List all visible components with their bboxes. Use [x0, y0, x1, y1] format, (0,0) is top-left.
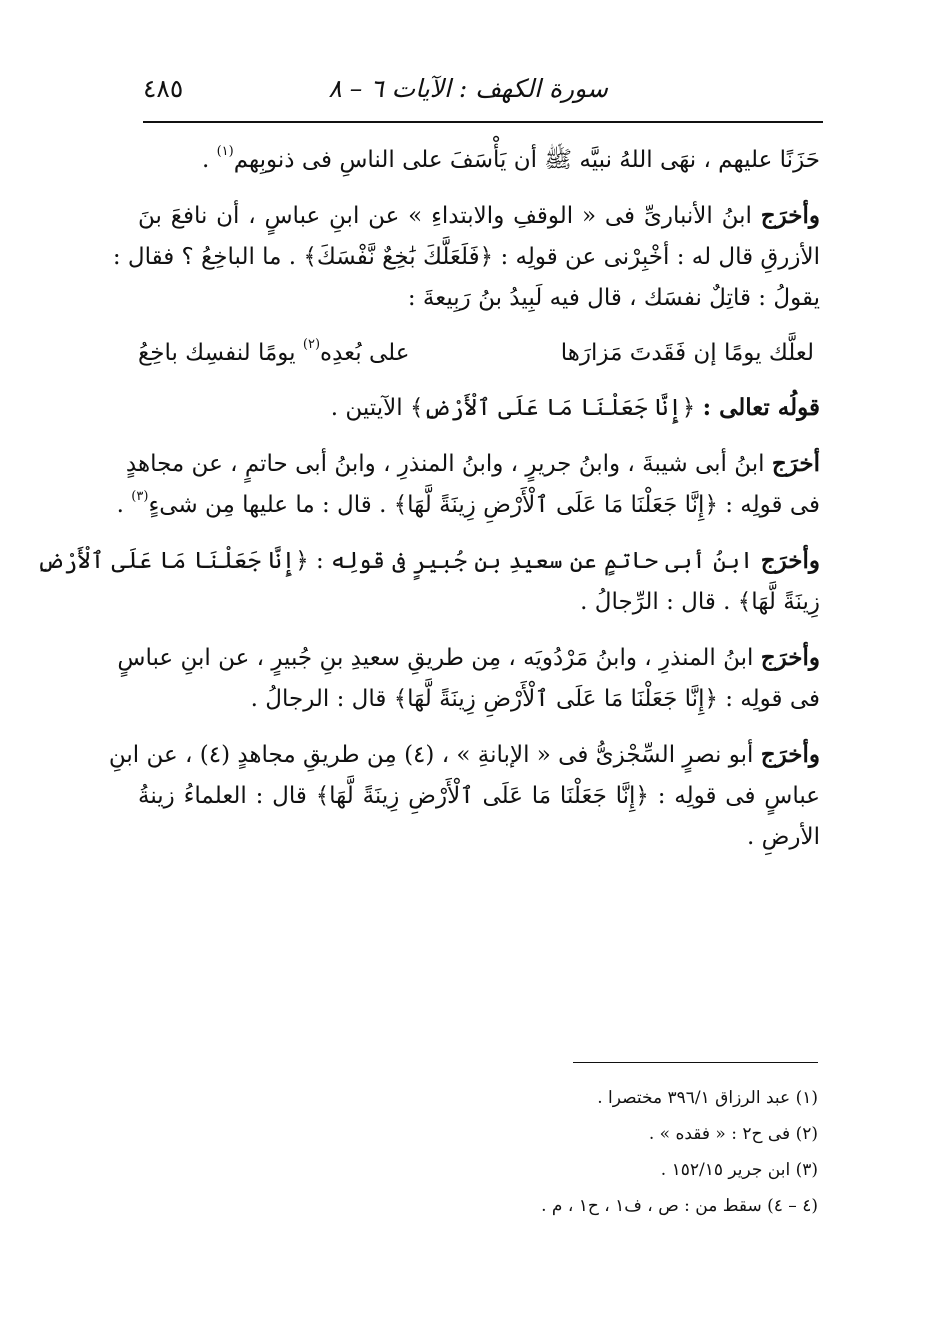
- text-line: [117, 637, 820, 679]
- paragraph-lead: وأخرَج: [760, 741, 820, 768]
- paragraph-lead: وأخرَج: [760, 202, 820, 229]
- poem-first-hemistich: لعلَّك يومًا إن فَقَدتَ مَزارَها: [560, 340, 814, 366]
- footnote-item: (٢) فى ح٢ : « فقده » .: [648, 1124, 818, 1144]
- text-run: ابنُ أبى شيبةَ ، وابنُ جريرٍ ، وابنُ المنذرِ ، وابنُ أبى حاتمٍ ، عن مجاهدٍ: [125, 451, 772, 477]
- paragraph-lead: وأخرَج: [760, 547, 820, 574]
- text-line: الأزرقِ قال له : أخْبِرْنى عن قولِه : ﴿فَلَعَلَّكَ بَٰخِعٌ نَّفْسَكَ﴾ . ما الباخِعُ ؟ فقال :: [112, 244, 820, 270]
- header-divider: [143, 121, 823, 123]
- quran-quote: ﴿إِنَّا جَعَلْنَا مَا عَلَى ٱلْأَرْضِ﴾: [409, 395, 703, 421]
- text-line: زِينَةً لَّهَا﴾ . قال : الرِّجالُ .: [580, 589, 820, 615]
- text-line: [36, 540, 820, 582]
- text-run: فى قولِه : ﴿إِنَّا جَعَلْنَا مَا عَلَى ٱلْأَرْضِ زِينَةً لَّهَا﴾ . قال : ما عليها مِن شىءٍ: [148, 492, 820, 518]
- verse-heading: [138, 387, 820, 429]
- heading-lead: قولُه تعالى :: [702, 394, 820, 421]
- page-header: [143, 68, 823, 116]
- text-run: ابنُ الأنبارىِّ فى « الوقفِ والابتداءِ » عن ابنِ عباسٍ ، أن نافعَ بنَ: [138, 203, 761, 229]
- main-text: [36, 140, 820, 872]
- footnote-divider: [573, 1062, 818, 1063]
- text-run: الآيتين .: [330, 395, 410, 421]
- text-line: يقولُ : قاتِلٌ نفسَك ، قال فيه لَبِيدُ بنُ رَبِيعةَ :: [407, 285, 820, 311]
- footnote-item: (١) عبد الرزاق ٣٩٦/١ مختصرا .: [597, 1088, 818, 1108]
- paragraph-lead: أخرَج: [771, 450, 820, 477]
- text-run: يومًا لنفسِك باخِعُ: [138, 340, 303, 366]
- text-line: [138, 140, 820, 181]
- footnote-item: (٣) ابن جرير ١٥٢/١٥ .: [660, 1160, 818, 1180]
- text-line: [138, 387, 820, 429]
- footnote-ref: (١): [216, 144, 234, 159]
- text-run: ابنُ المنذرِ ، وابنُ مَرْدُويَه ، مِن طريقِ سعيدِ بنِ جُبيرٍ ، عن ابنِ عباسٍ: [117, 645, 761, 671]
- text-line: عباسٍ فى قولِه : ﴿إِنَّا جَعَلْنَا مَا عَلَى ٱلْأَرْضِ زِينَةً لَّهَا﴾ قال : العلماءُ زينةُ: [138, 783, 820, 809]
- footnote-ref: (٢): [302, 337, 321, 352]
- footnotes: [400, 1080, 818, 1224]
- paragraph: [116, 443, 820, 526]
- text-run: .: [116, 492, 132, 518]
- text-run: أبو نصرٍ السِّجْزىُّ فى « الإبانةِ » ، (٤) مِن طريقِ مجاهدٍ (٤) ، عن ابنِ: [108, 742, 761, 768]
- paragraph: [108, 734, 820, 858]
- paragraph: [112, 195, 820, 319]
- text-line: [116, 485, 820, 526]
- text-run: على بُعدِه: [320, 340, 410, 366]
- footnote-ref: (٣): [131, 489, 149, 504]
- page-number: ٤٨٥: [143, 74, 184, 103]
- text-line: [108, 734, 820, 776]
- text-run: ابنُ أبى حاتمٍ عن سعيدِ بنِ جُبيرٍ فى قولِه : ﴿إِنَّا جَعَلْنَا مَا عَلَى ٱلْأَرْضِ: [36, 548, 761, 574]
- poem-second-hemistich: [138, 333, 410, 374]
- text-line: فى قولِه : ﴿إِنَّا جَعَلْنَا مَا عَلَى ٱلْأَرْضِ زِينَةً لَّهَا﴾ قال : الرجالُ .: [250, 686, 820, 712]
- text-line: [125, 443, 820, 485]
- paragraph-lead: وأخرَج: [760, 644, 820, 671]
- text-run: .: [201, 147, 217, 173]
- footnote-item: (٤ – ٤) سقط من : ص ، ف١ ، ح١ ، م .: [541, 1196, 818, 1216]
- paragraph: [36, 540, 820, 623]
- paragraph: [138, 140, 820, 181]
- text-run: حَزَنًا عليهم ، نهَى اللهُ نبيَّه ﷺ أن يَأْسَفَ على الناسِ فى ذنوبِهم: [233, 147, 820, 173]
- paragraph: [117, 637, 820, 720]
- text-line: الأرضِ .: [746, 824, 820, 850]
- text-line: [138, 195, 820, 237]
- poem-verse: [138, 333, 820, 377]
- surah-header-title: سورة الكهف : الآيات ٦ – ٨: [328, 74, 608, 103]
